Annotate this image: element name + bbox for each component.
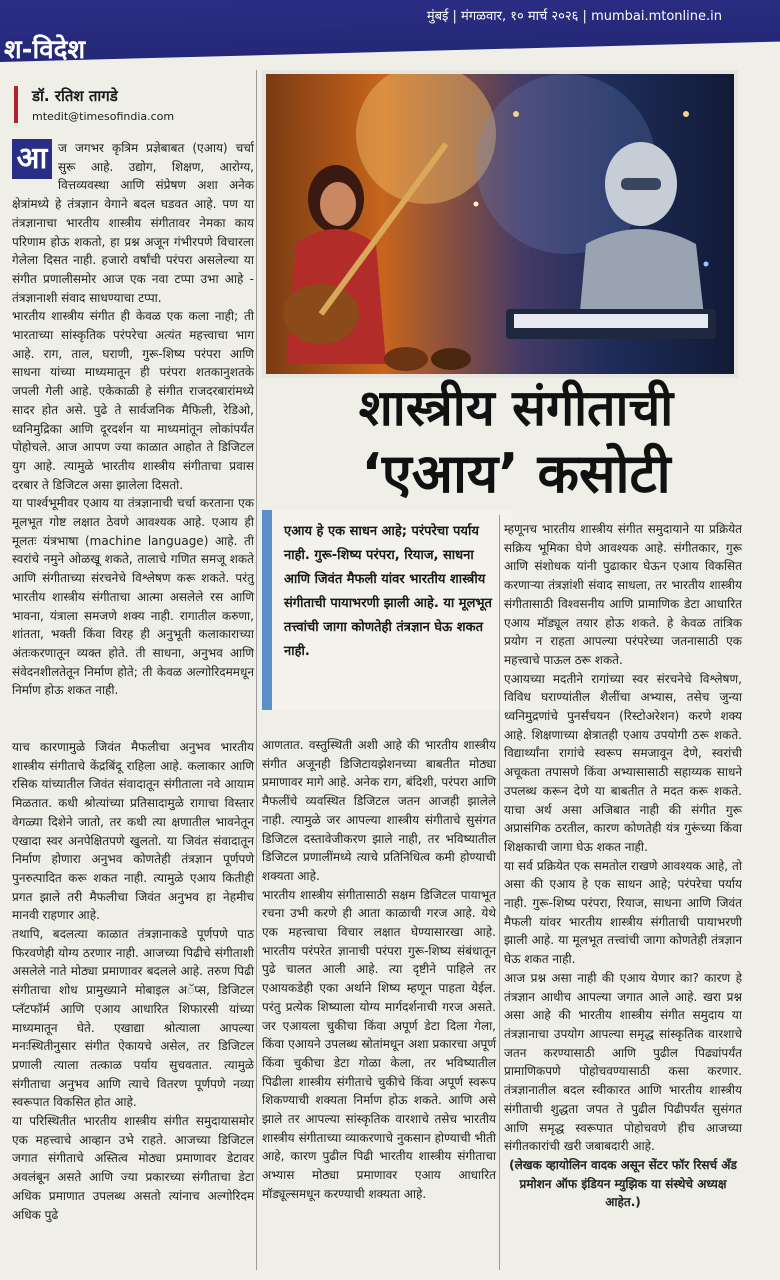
headline [296,375,736,507]
article-column-1 [12,139,254,700]
paragraph: या सर्व प्रक्रियेत एक समतोल राखणे आवश्यक आहे, तो असा की एआय हे एक साधन आहे; परंपरेचा पर्याय नाही. गुरू-शिष्य परंपरा, रियाज, साधना आणि जिवंत मैफली यांवर भारतीय शास्त्रीय संगीताची पायाभरणी झाली आहे. या मूलभूत तत्त्वांची जागा कोणतेही तंत्रज्ञान घेऊ शकत नाही. [504,858,742,967]
dateline: मुंबई | मंगळवार, १० मार्च २०२६ | mumbai.mtonline.in [426,9,722,24]
author-name: डॉ. रतिश तागडे [32,87,118,105]
paragraph: या परिस्थितीत भारतीय शास्त्रीय संगीत समुदायासमोर एक महत्त्वाचे आव्हान उभे राहते. आजच्या डिजिटल जगात संगीताचे अस्तित्व मोठ्या प्रमाणावर डेटावर अवलंबून असते आणि ज्या प्रकारच्या संगीताचा डेटा अधिक प्रमाणात उपलब्ध असतो त्यांनाच अल्गोरिदम अधिक पुढे [12,1114,254,1222]
article-column-3 [504,520,742,1212]
paragraph: या पार्श्वभूमीवर एआय या तंत्रज्ञानाची चर्चा करताना एक मूलभूत गोष्ट लक्षात ठेवणे आवश्यक आहे. एआय ही मूलतः यंत्रभाषा (machine language) आहे. ती स्वरांचे नमुने ओळखू शकते, तालाचे गणित समजू शकते आणि संगीताच्या संरचनेचे विश्लेषण करू शकते. परंतु भारतीय शास्त्रीय संगीताचा आत्मा असलेले रस आणि भावना, यंत्राला समजणे शक्य नाही. रागातील करुणा, शांतता, भक्ती किंवा विरह ही अनुभूती कलाकाराच्या अंतःकरणातून व्यक्त होते. ती साधना, अनुभव आणि संवेदनशीलतेतून निर्माण होते; ती केवळ अल्गोरिदममधून निर्माण होऊ शकत नाही. [12,496,254,698]
section-label: श-विदेश [4,35,86,65]
paragraph: भारतीय शास्त्रीय संगीतासाठी सक्षम डिजिटल पायाभूत रचना उभी करणे ही आता काळाची गरज आहे. येथे एक महत्त्वाचा विचार लक्षात घेण्यासारखा आहे. भारतीय परंपरेत ज्ञानाची परंपरा गुरू-शिष्य संबंधातून पुढे चालत आली आहे. त्या दृष्टीने पाहिले तर एआयकडेही एका अर्थाने शिष्य म्हणून पाहता येईल. परंतु प्रत्येक शिष्याला योग्य मार्गदर्शनाची गरज असते. जर एआयला चुकीचा किंवा अपूर्ण डेटा दिला गेला, किंवा एआयने उपलब्ध स्रोतांमधून अशा प्रकारचा अपूर्ण किंवा चुकीचा डेटा गोळा केला, तर भविष्यातील पिढीला शास्त्रीय संगीताचे चुकीचे किंवा अपूर्ण स्वरूप शिकण्याची शक्यता निर्माण होऊ शकते. आणि असे झाले तर आपल्या सांस्कृतिक वारशाचे तसेच भारतीय शास्त्रीय संगीताच्या व्याकरणाचे नुकसान होण्याची भीती आहे, कारण पुढील पिढी भारतीय शास्त्रीय संगीताचा अभ्यास मोठ्या प्रमाणावर एआय आधारित मॉड्यूल्समधून करण्याची शक्यता आहे. [262,887,496,1201]
headline-line-1: शास्त्रीय संगीताची [358,379,674,437]
article-column-1-lower [12,738,254,1224]
paragraph: भारतीय शास्त्रीय संगीत ही केवळ एक कला नाही; ती भारताच्या सांस्कृतिक परंपरेचा अत्यंत महत्त्वाचा भाग आहे. राग, ताल, घराणी, गुरू-शिष्य परंपरा आणि साधना यांच्या माध्यमातून ही परंपरा शतकानुशतके जपली गेली आहे. एकेकाळी हे संगीत राजदरबारांमध्ये सादर होत असे. पुढे ते सार्वजनिक मैफिली, रेडिओ, ध्वनिमुद्रिका आणि दूरदर्शन या माध्यमांतून लोकांपर्यंत पोहोचले. आज आपण ज्या काळात आहोत ते डिजिटल युग आहे. त्यामुळे भारतीय शास्त्रीय संगीताचा प्रवास दरबार ते डिजिटल असा झालेला दिसतो. [12,309,254,492]
article-illustration [262,70,738,378]
paragraph: ज जगभर कृत्रिम प्रज्ञेबाबत (एआय) चर्चा सुरू आहे. उद्योग, शिक्षण, आरोग्य, वित्तव्यवस्था आणि संप्रेषण अशा अनेक क्षेत्रांमध्ये हे तंत्रज्ञान वेगाने बदल घडवत आहे. पण या तंत्रज्ञानाचा भारतीय शास्त्रीय संगीतावर नेमका काय परिणाम होऊ शकतो, हा प्रश्न अजून गंभीरपणे विचारला गेलेला दिसत नाही. हजारो वर्षांची परंपरा असलेल्या या संगीत प्रणालीसमोर आज एक नवा टप्पा उभा आहे - तंत्रज्ञानाशी संवाद साधण्याचा टप्पा. [12,141,254,305]
paragraph: आज प्रश्न असा नाही की एआय येणार का? कारण हे तंत्रज्ञान आधीच आपल्या जगात आले आहे. खरा प्रश्न असा आहे की भारतीय शास्त्रीय संगीत समुदाय या तंत्रज्ञानाचा उपयोग आपल्या समृद्ध सांस्कृतिक वारशाचे जतन करण्यासाठी आणि पुढील पिढ्यांपर्यंत प्रामाणिकपणे पोहोचवण्यासाठी कसा करणार. तंत्रज्ञानातील बदल स्वीकारत आणि भारतीय शास्त्रीय संगीताची शुद्धता जपत ते पुढील पिढीपर्यंत सुसंगत आणि समृद्ध स्वरूपात पोहोचवणे हीच आजच्या संगीतकारांची खरी जबाबदारी आहे. [504,970,742,1154]
column-divider [499,515,500,1270]
paragraph: तथापि, बदलत्या काळात तंत्रज्ञानाकडे पूर्णपणे पाठ फिरवणेही योग्य ठरणार नाही. आजच्या पिढीचे संगीताशी असलेले नाते मोठ्या प्रमाणावर बदलले आहे. तरुण पिढी संगीताचा शोध प्रामुख्याने मोबाइल अॅप्स, डिजिटल प्लॅटफॉर्म आणि एआय आधारित शिफारसी यांच्या माध्यमातून घेते. एखाद्या श्रोत्याला आपल्या मनःस्थितीनुसार संगीत ऐकायचे असेल, तर डिजिटल प्रणाली त्याला तत्काळ पर्याय सुचवतात. त्यामुळे संगीताचा अनुभव आणि त्याचे वितरण पूर्णपणे नव्या स्वरूपात विकसित होत आहे. [12,927,254,1110]
paragraph: म्हणूनच भारतीय शास्त्रीय संगीत समुदायाने या प्रक्रियेत सक्रिय भूमिका घेणे आवश्यक आहे. संगीतकार, गुरू आणि संशोधक यांनी पुढाकार घेऊन एआय विकसित करणाऱ्या तंत्रज्ञांशी संवाद साधला, तर भारतीय शास्त्रीय संगीतासाठी विश्वसनीय आणि प्रामाणिक डेटा आधारित एआय मॉड्यूल तयार होऊ शकते. हे केवळ तांत्रिक प्रयोग न राहता आपल्या परंपरेच्या जतनासाठी एक महत्त्वाचे पाऊल ठरू शकते. [504,522,742,667]
article-column-2 [262,736,496,1204]
column-divider [256,70,257,1270]
headline-line-2: ‘एआय’ कसोटी [361,442,671,505]
author-email: mtedit@timesofindia.com [32,110,175,123]
paragraph: आणतात. वस्तुस्थिती अशी आहे की भारतीय शास्त्रीय संगीत अजूनही डिजिटायझेशनच्या बाबतीत मोठ्या प्रमाणावर मागे आहे. अनेक राग, बंदिशी, परंपरा आणि मैफलींचे व्यवस्थित डिजिटल जतन आजही झालेले नाही. त्यामुळे जर आपल्या शास्त्रीय संगीताचे सुसंगत डिजिटल दस्तावेजीकरण झाले नाही, तर भविष्यातील डिजिटल प्रणालींमध्ये त्याचे प्रतिनिधित्व कमी होण्याची शक्यता आहे. [262,738,496,883]
drop-cap: आ [12,139,52,179]
paragraph: याच कारणामुळे जिवंत मैफलीचा अनुभव भारतीय शास्त्रीय संगीताचे केंद्रबिंदू राहिला आहे. कलाकार आणि रसिक यांच्यातील जिवंत संवादातून संगीताला नवे आयाम मिळतात. कधी श्रोत्यांच्या प्रतिसादामुळे रागाचा विस्तार वेगळ्या दिशेने जातो, तर कधी त्या क्षणातील भावनेतून एखादा स्वर अनपेक्षितपणे खुलतो. या जिवंत संवादातून निर्माण होणारा अनुभव कोणतेही तंत्रज्ञान पूर्णपणे पुनरुत्पादित करू शकत नाही. त्यामुळे एआय कितीही प्रगत झाले तरी मैफलीचा जिवंत अनुभव हा नेहमीच मानवी राहणार आहे. [12,740,254,923]
illustration-art [266,74,734,374]
paragraph: एआयच्या मदतीने रागांच्या स्वर संरचनेचे विश्लेषण, विविध घराण्यांतील शैलींचा अभ्यास, तसेच जुन्या ध्वनिमुद्रणांचे पुनर्संचयन (रिस्टोअरेशन) करणे शक्य आहे. शिक्षणाच्या क्षेत्रातही एआय उपयोगी ठरू शकते. विद्यार्थ्यांना रागांचे स्वरूप समजावून देणे, स्वरांची अचूकता तपासणे किंवा अभ्यासासाठी सहाय्यक साधने उपलब्ध करून देणे या बाबतीत ते मदत करू शकते. याचा अर्थ असा अजिबात नाही की संगीत गुरू अप्रासंगिक ठरतील, कारण कोणतेही यंत्र गुरूंच्या किंवा शिक्षकाची जागा घेऊ शकत नाही. [504,671,742,854]
author-bio: (लेखक व्हायोलिन वादक असून सेंटर फॉर रिसर्च अँड प्रमोशन ऑफ इंडियन म्युझिक या संस्थेचे अध्यक्ष आहेत.) [509,1157,737,1210]
author-byline [14,86,272,123]
pull-quote: एआय हे एक साधन आहे; परंपरेचा पर्याय नाही. गुरू-शिष्य परंपरा, रियाज, साधना आणि जिवंत मैफली यांवर भारतीय शास्त्रीय संगीताची पायाभरणी झाली आहे. या मूलभूत तत्त्वांची जागा कोणतेही तंत्रज्ञान घेऊ शकत नाही. [262,510,512,710]
